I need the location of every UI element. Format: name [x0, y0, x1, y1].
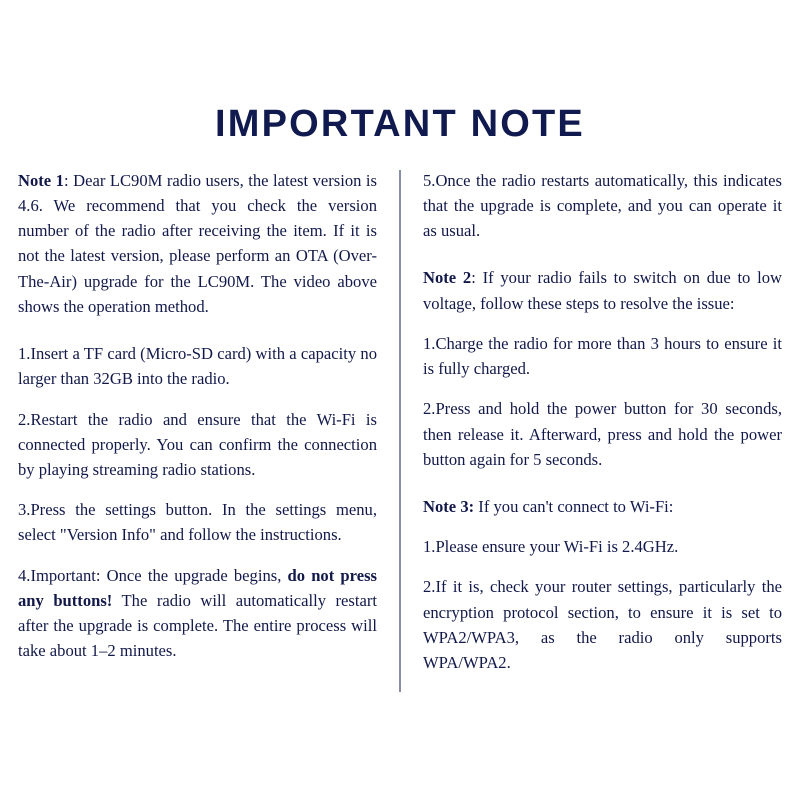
step-3-paragraph: 3.Press the settings button. In the settings menu, select "Version Info" and follow the instructions.	[18, 500, 377, 545]
note-3-label: Note 3:	[423, 496, 475, 516]
note-3-step-1-paragraph: 1.Please ensure your Wi-Fi is 2.4GHz.	[423, 537, 679, 557]
note-2-label: Note 2	[423, 268, 472, 288]
note-3-paragraph	[423, 494, 782, 519]
note-3-step-2-paragraph: 2.If it is, check your router settings, particularly the encryption protocol section, to ensure it is set to WPA2/WPA3, as the radio only supports WPA/WPA2.	[423, 577, 782, 673]
step-1-paragraph: 1.Insert a TF card (Micro-SD card) with a capacity no larger than 32GB into the radio.	[18, 344, 377, 389]
note-2-paragraph	[423, 265, 782, 315]
note-1-label: Note 1	[18, 170, 64, 190]
column-divider	[400, 170, 401, 692]
note-2-text: : If your radio fails to switch on due to low voltage, follow these steps to resolve the issue:	[423, 268, 782, 313]
note-1-text: : Dear LC90M radio users, the latest version is 4.6. We recommend that you check the version number of the radio after receiving the item. If it is not the latest version, please perform an OTA (Over-The-Air) upgrade for the LC90M. The video above shows the operation method.	[18, 170, 377, 316]
step-5-paragraph: 5.Once the radio restarts automatically, this indicates that the upgrade is complete, and you can operate it as usual.	[423, 170, 782, 241]
step-4-emphasis: do not press any buttons!	[18, 565, 377, 610]
page-title: IMPORTANT NOTE	[215, 103, 585, 145]
step-4-text-after: The radio will automatically restart after the upgrade is complete. The entire process will take about 1–2 minutes.	[18, 590, 377, 661]
note-2-step-2-paragraph: 2.Press and hold the power button for 30 seconds, then release it. Afterward, press and hold the power button again for 5 seconds.	[423, 399, 782, 469]
note-3-text: If you can't connect to Wi-Fi:	[474, 496, 674, 516]
step-4-text-before: 4.Important: Once the upgrade begins,	[18, 565, 288, 585]
step-2-paragraph: 2.Restart the radio and ensure that the Wi-Fi is connected properly. You can confirm the connection by playing streaming radio stations.	[18, 409, 377, 479]
left-column	[18, 168, 381, 664]
right-column	[417, 168, 782, 676]
step-4-paragraph	[18, 563, 377, 664]
two-column-body	[18, 168, 782, 676]
note-1-paragraph	[18, 168, 377, 319]
note-2-step-1-paragraph: 1.Charge the radio for more than 3 hours to ensure it is fully charged.	[423, 333, 782, 379]
